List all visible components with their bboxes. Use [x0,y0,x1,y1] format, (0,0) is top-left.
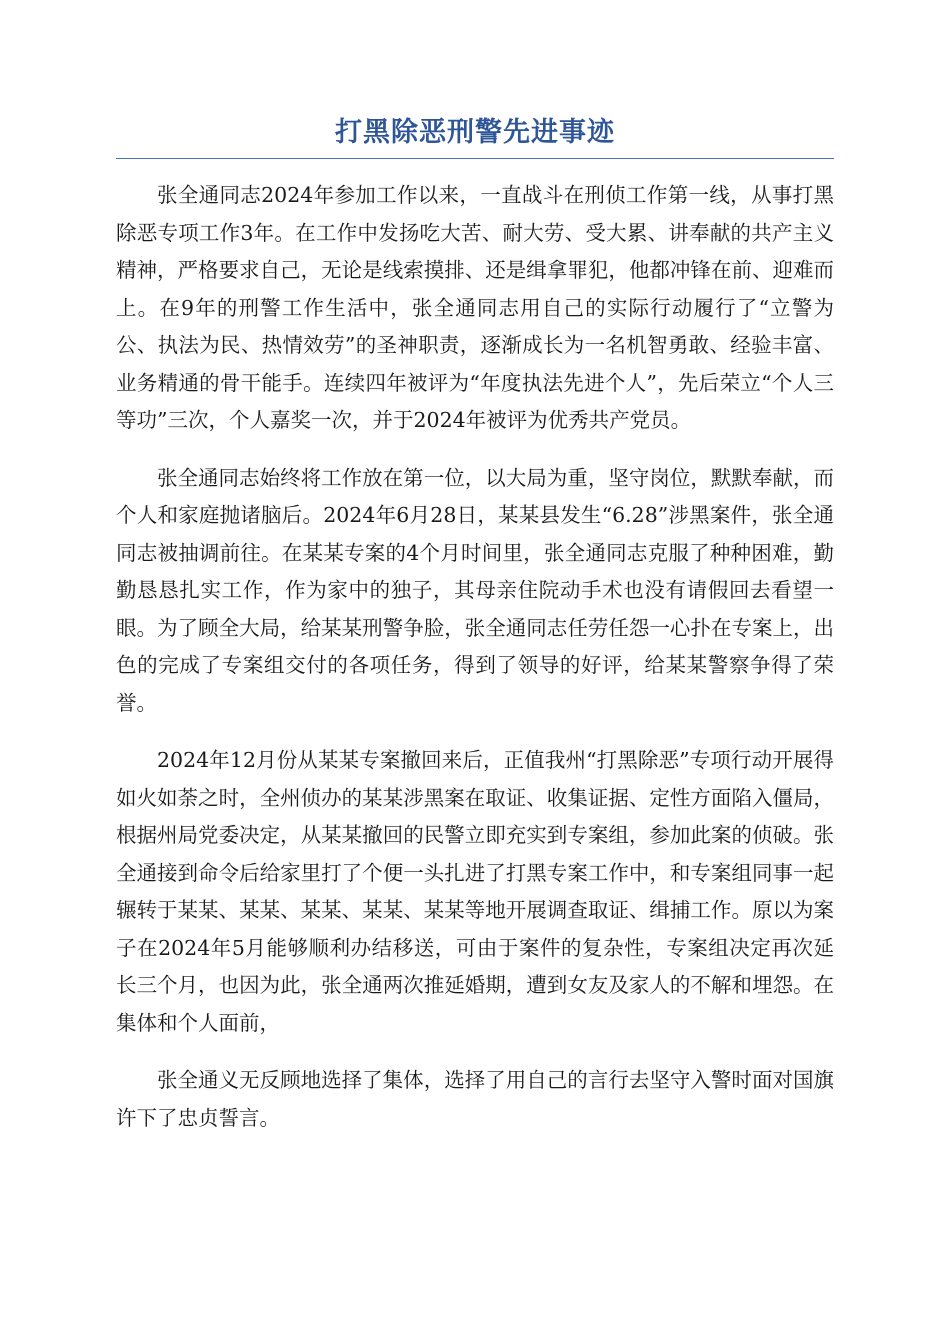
paragraph-1: 张全通同志2024年参加工作以来，一直战斗在刑侦工作第一线，从事打黑除恶专项工作3年。在工作中发扬吃大苦、耐大劳、受大累、讲奉献的共产主义精神，严格要求自己，无论是线索摸排、还是缉拿罪犯，他都冲锋在前、迎难而上。在9年的刑警工作生活中，张全通同志用自己的实际行动履行了“立警为公、执法为民、热情效劳”的圣神职责，逐渐成长为一名机智勇敢、经验丰富、业务精通的骨干能手。连续四年被评为“年度执法先进个人”，先后荣立“个人三等功”三次，个人嘉奖一次，并于2024年被评为优秀共产党员。 [116,183,834,432]
paragraph-3: 2024年12月份从某某专案撤回来后，正值我州“打黑除恶”专项行动开展得如火如荼之时，全州侦办的某某涉黑案在取证、收集证据、定性方面陷入僵局，根据州局党委决定，从某某撤回的民警立即充实到专案组，参加此案的侦破。张全通接到命令后给家里打了个便一头扎进了打黑专案工作中，和专案组同事一起辗转于某某、某某、某某、某某、某某等地开展调查取证、缉捕工作。原以为案子在2024年5月能够顺利办结移送，可由于案件的复杂性，专案组决定再次延长三个月，也因为此，张全通两次推延婚期，遭到女友及家人的不解和埋怨。在集体和个人面前， [116,748,834,1035]
document-page [116,110,834,1157]
document-title: 打黑除恶刑警先进事迹 [335,117,615,148]
paragraph-4: 张全通义无反顾地选择了集体，选择了用自己的言行去坚守入警时面对国旗许下了忠贞誓言。 [116,1068,834,1130]
paragraph-2: 张全通同志始终将工作放在第一位，以大局为重，坚守岗位，默默奉献，而个人和家庭抛诸脑后。2024年6月28日，某某县发生“6.28”涉黑案件，张全通同志被抽调前往。在某某专案的4个月时间里，张全通同志克服了种种困难，勤勤恳恳扎实工作，作为家中的独子，其母亲住院动手术也没有请假回去看望一眼。为了顾全大局，给某某刑警争脸，张全通同志任劳任怨一心扑在专案上，出色的完成了专案组交付的各项任务，得到了领导的好评，给某某警察争得了荣誉。 [116,465,834,715]
title-underline [116,158,834,159]
